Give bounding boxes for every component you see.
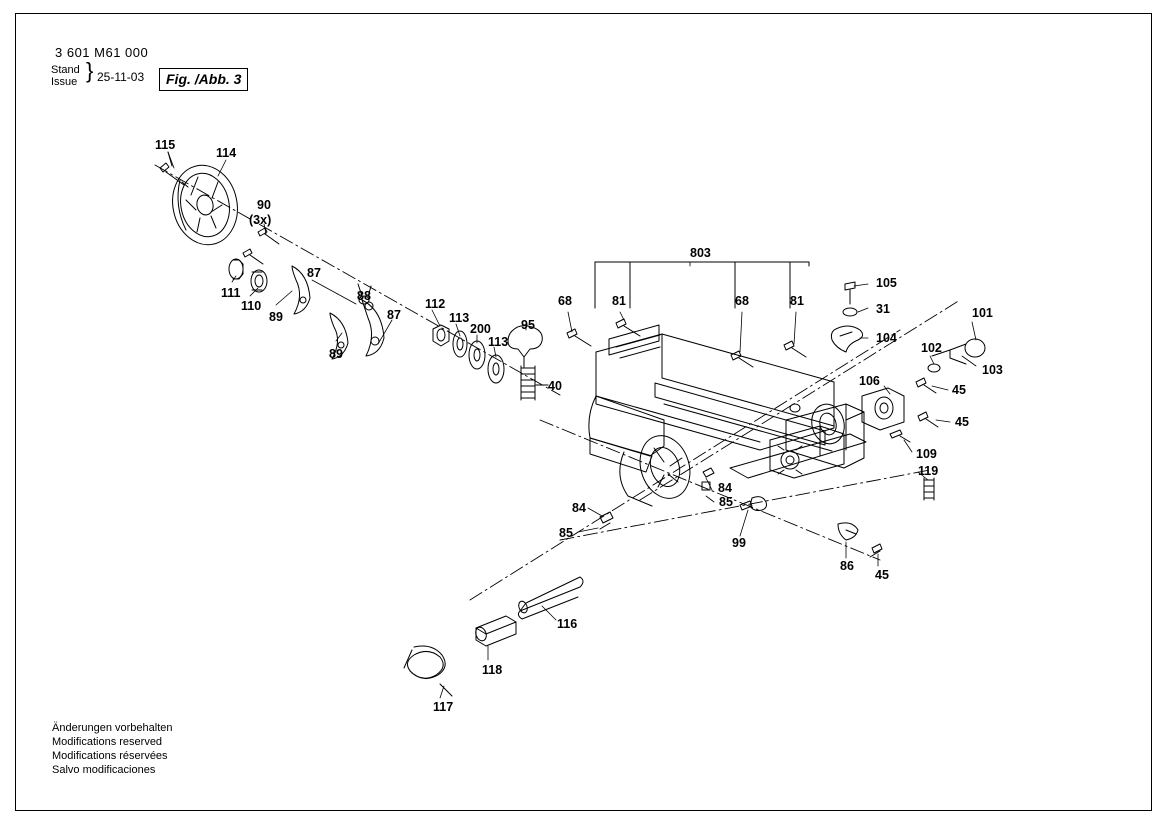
callout-89-a: 89 bbox=[269, 310, 283, 324]
callout-90: 90 bbox=[257, 198, 271, 212]
callout-113-a: 113 bbox=[449, 311, 470, 325]
callout-117: 117 bbox=[433, 700, 454, 714]
callout-102: 102 bbox=[921, 341, 942, 355]
callout-85-b: 85 bbox=[719, 495, 733, 509]
callout-45-c: 45 bbox=[875, 568, 889, 582]
callout-84-b: 84 bbox=[718, 481, 732, 495]
callout-86: 86 bbox=[840, 559, 854, 573]
callout-200: 200 bbox=[470, 322, 491, 336]
issue-date: 25-11-03 bbox=[97, 70, 145, 84]
callout-90-qty: (3x) bbox=[249, 213, 272, 227]
page-border bbox=[15, 13, 1152, 811]
callout-101: 101 bbox=[972, 306, 993, 320]
figure-badge: Fig. /Abb. 3 bbox=[159, 68, 248, 91]
footer-line-es: Salvo modificaciones bbox=[52, 764, 156, 776]
callout-89-b: 89 bbox=[329, 347, 343, 361]
footer-line-de: Änderungen vorbehalten bbox=[52, 722, 173, 734]
footer-disclaimer bbox=[52, 721, 172, 777]
callout-113-b: 113 bbox=[488, 335, 509, 349]
callout-112: 112 bbox=[425, 297, 446, 311]
callout-40: 40 bbox=[548, 379, 562, 393]
callout-88: 88 bbox=[357, 289, 371, 303]
callout-85-a: 85 bbox=[559, 526, 573, 540]
issue-label: Issue bbox=[51, 76, 78, 88]
callout-110: 110 bbox=[241, 299, 262, 313]
part-number: 3 601 M61 000 bbox=[55, 45, 149, 60]
callout-45-b: 45 bbox=[955, 415, 969, 429]
callout-81-a: 81 bbox=[612, 294, 626, 308]
callout-106: 106 bbox=[859, 374, 880, 388]
callout-68-b: 68 bbox=[735, 294, 749, 308]
callout-81-b: 81 bbox=[790, 294, 804, 308]
callout-116: 116 bbox=[557, 617, 578, 631]
callout-803: 803 bbox=[690, 246, 711, 260]
callout-118: 118 bbox=[482, 663, 503, 677]
callout-31: 31 bbox=[876, 302, 890, 316]
callout-84-a: 84 bbox=[572, 501, 586, 515]
callout-119: 119 bbox=[918, 464, 939, 478]
callout-103: 103 bbox=[982, 363, 1003, 377]
footer-line-en: Modifications reserved bbox=[52, 736, 163, 748]
brace-glyph: } bbox=[86, 58, 94, 83]
callout-87-b: 87 bbox=[387, 308, 401, 322]
callout-68-a: 68 bbox=[558, 294, 572, 308]
stand-issue-label bbox=[51, 64, 80, 88]
callout-105: 105 bbox=[876, 276, 897, 290]
stand-label: Stand bbox=[51, 64, 80, 76]
callout-109: 109 bbox=[916, 447, 937, 461]
callout-87-a: 87 bbox=[307, 266, 321, 280]
callout-95: 95 bbox=[521, 318, 535, 332]
callout-104: 104 bbox=[876, 331, 897, 345]
callout-111: 111 bbox=[221, 286, 241, 300]
callout-45-a: 45 bbox=[952, 383, 966, 397]
footer-line-fr: Modifications réservées bbox=[52, 750, 168, 762]
callout-99: 99 bbox=[732, 536, 746, 550]
callout-114: 114 bbox=[216, 146, 237, 160]
callout-115: 115 bbox=[155, 138, 176, 152]
